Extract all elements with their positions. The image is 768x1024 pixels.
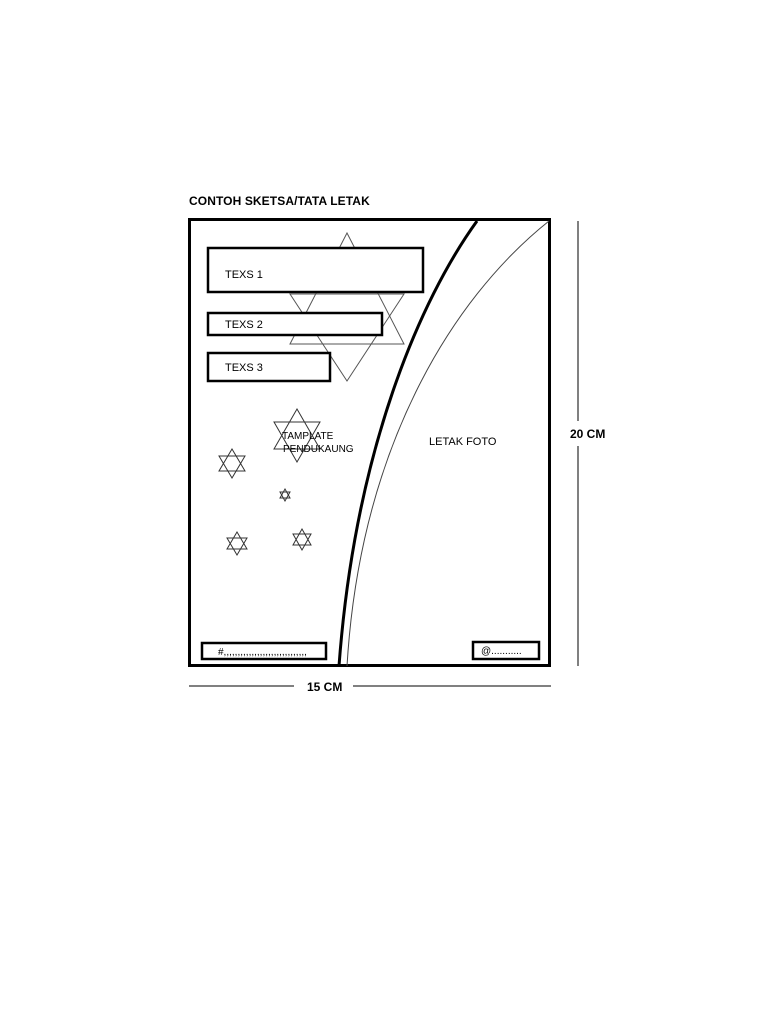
text-box-2-label: TEXS 2	[225, 319, 263, 331]
small-star-icon	[293, 529, 311, 550]
small-star-icon	[227, 532, 247, 555]
text-box-1-label: TEXS 1	[225, 269, 263, 281]
handle-box-label: @...........	[481, 646, 522, 657]
height-dimension-label: 20 CM	[570, 427, 606, 441]
hashtag-box-label: #,,,,,,,,,,,,,,,,,,,,,,,,,,,,,,	[218, 647, 307, 658]
sketch-heading: CONTOH SKETSA/TATA LETAK	[189, 194, 370, 208]
width-dimension-label: 15 CM	[307, 680, 343, 694]
template-label-line1: TAMPLATE	[282, 431, 334, 442]
tiny-star-icon	[280, 489, 290, 501]
photo-area-label: LETAK FOTO	[429, 436, 497, 448]
small-star-icon	[219, 449, 245, 478]
text-box-3-label: TEXS 3	[225, 362, 263, 374]
template-label-line2: PENDUKAUNG	[283, 444, 354, 455]
